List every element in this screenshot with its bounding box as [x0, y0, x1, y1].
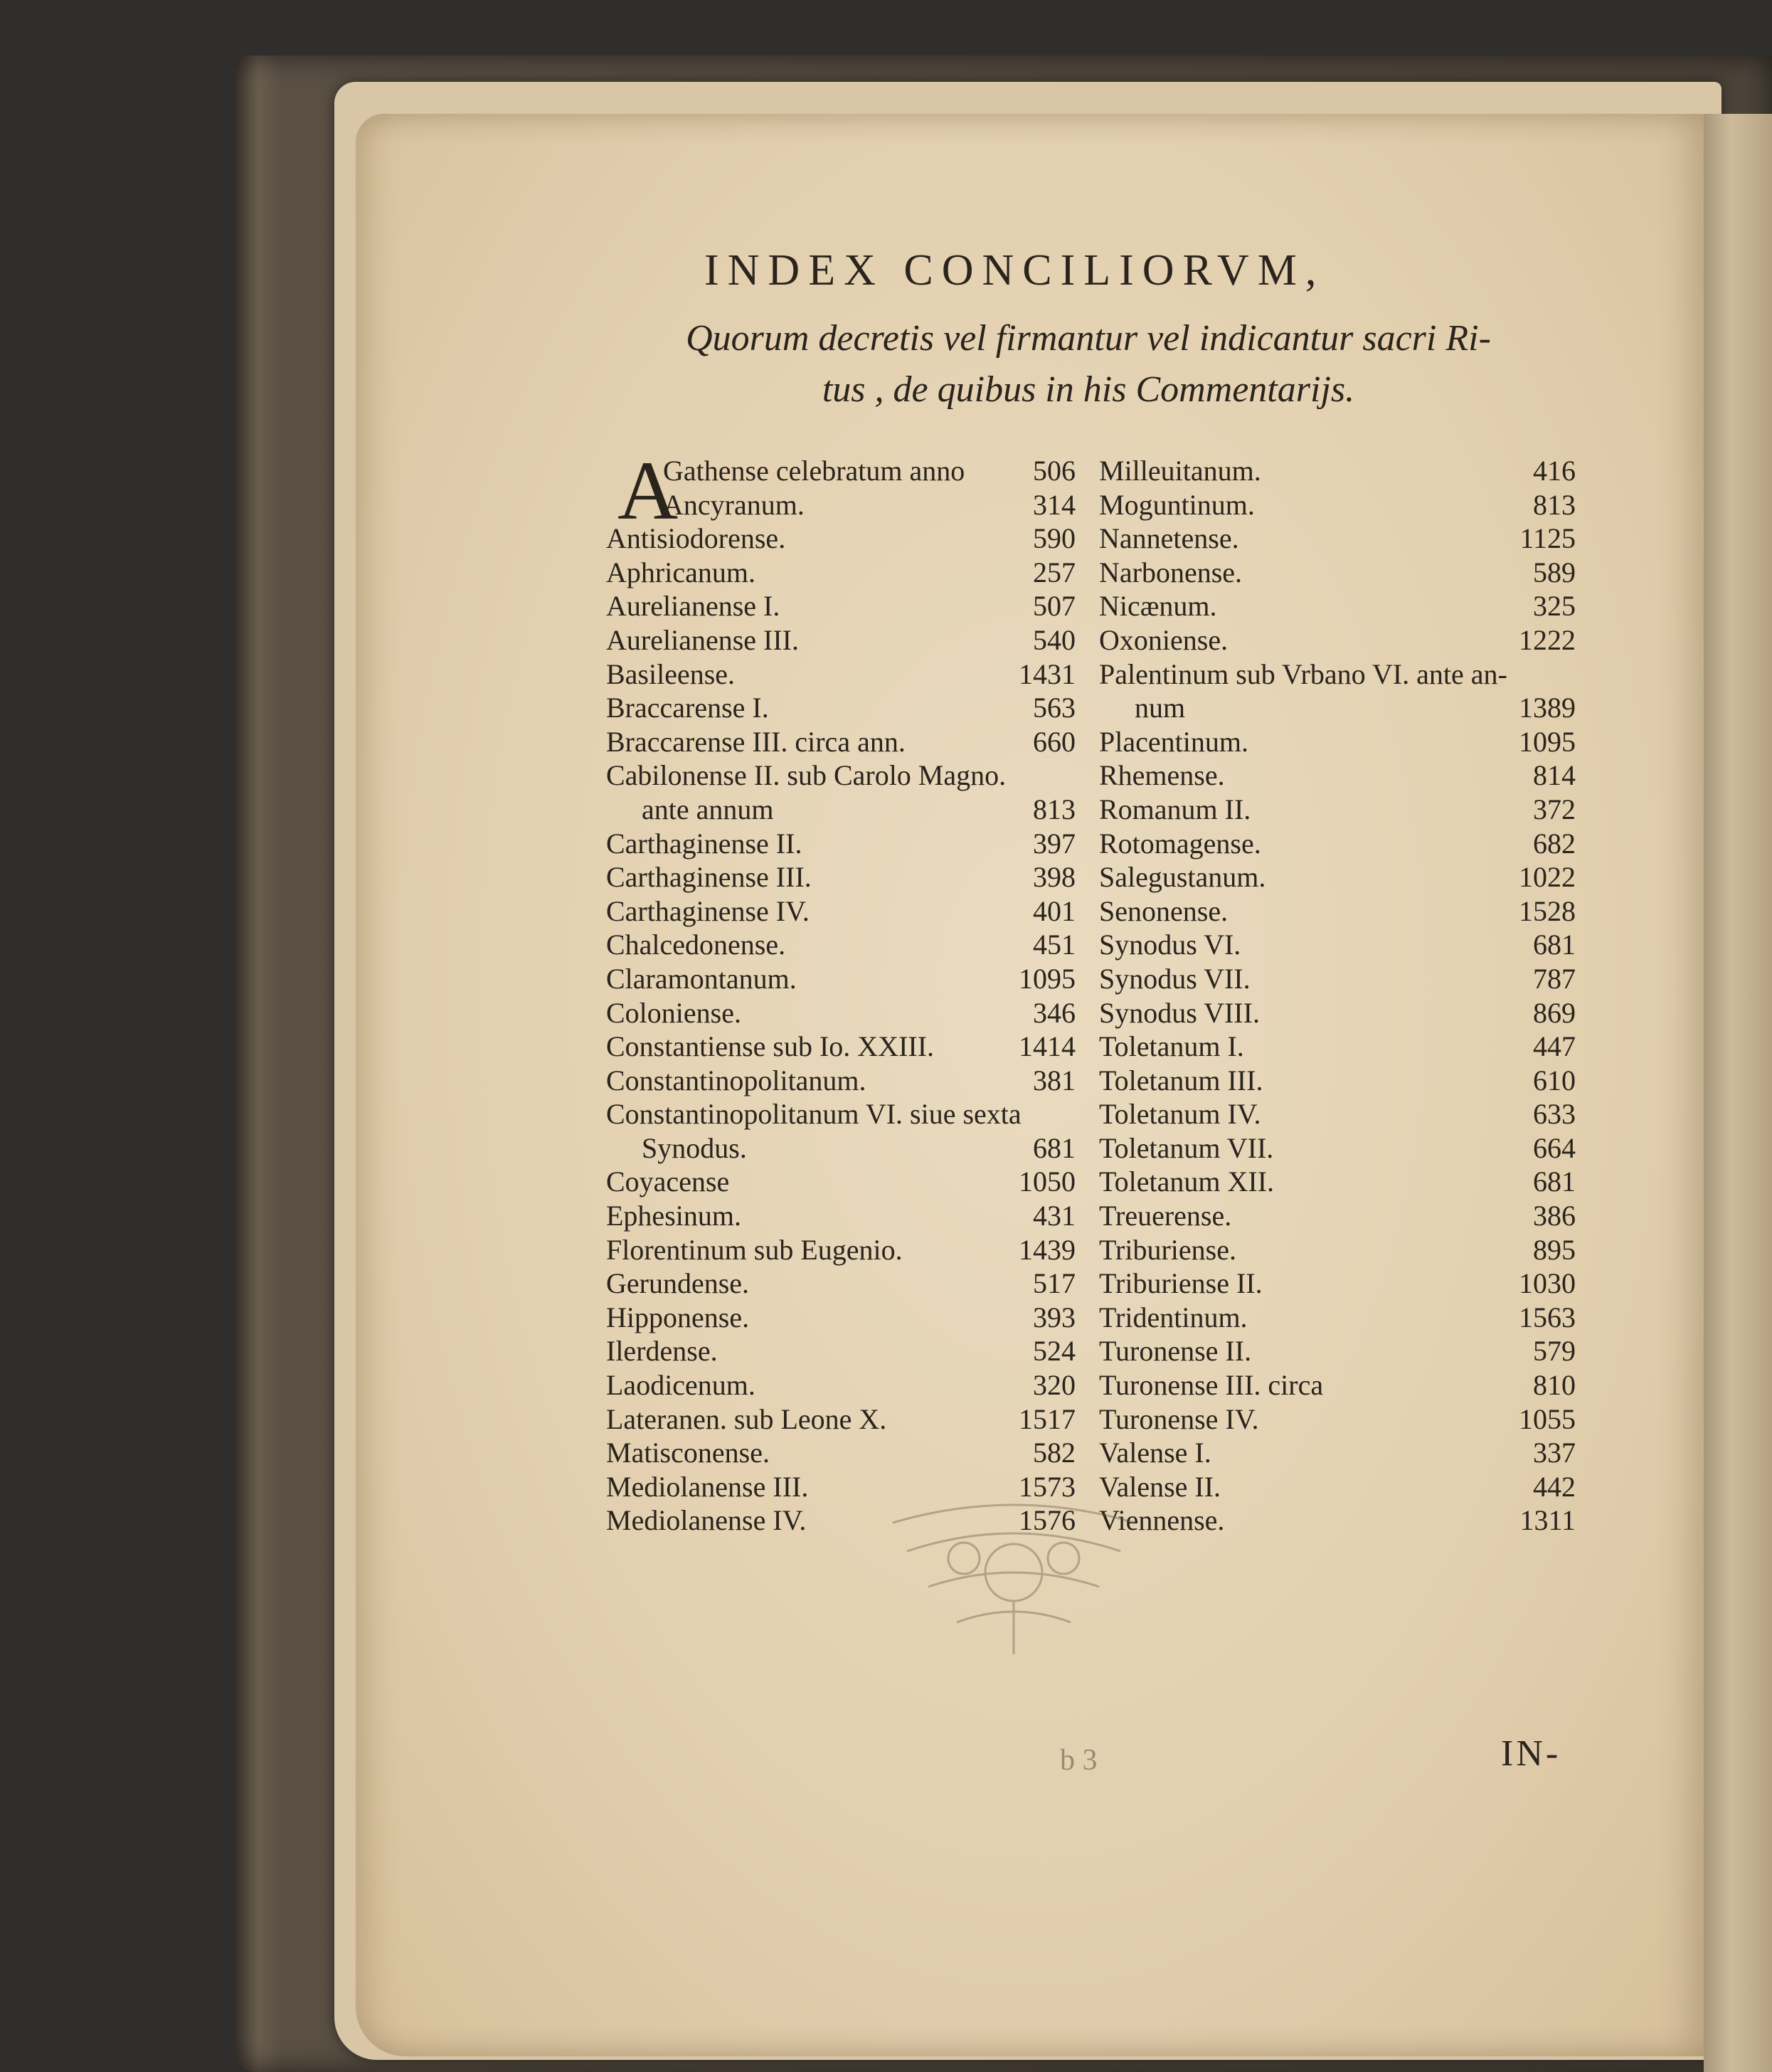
index-entry — [606, 1165, 1076, 1199]
council-name: Toletanum VII. — [1099, 1131, 1274, 1164]
page-number: 1050 — [1019, 1166, 1076, 1198]
index-entry — [606, 1301, 1076, 1335]
council-name: Rotomagense. — [1099, 827, 1261, 860]
council-name: Palentinum sub Vrbano VI. ante an- — [1099, 657, 1507, 690]
council-name: Coloniense. — [606, 996, 741, 1029]
council-name: Triburiense II. — [1099, 1267, 1263, 1300]
council-name: Braccarense I. — [606, 692, 769, 724]
council-name: Synodus VI. — [1099, 929, 1241, 961]
page-number: 814 — [1533, 759, 1576, 792]
index-entry — [1099, 657, 1576, 692]
index-entry — [1099, 522, 1576, 556]
council-name: Toletanum I. — [1099, 1030, 1244, 1063]
index-entry — [1099, 1436, 1576, 1470]
page-number: 681 — [1533, 1166, 1576, 1198]
council-name: Synodus VII. — [1099, 962, 1251, 995]
page-number: 398 — [1033, 861, 1076, 894]
index-entry — [606, 1030, 1076, 1064]
page-number: 787 — [1533, 962, 1576, 995]
index-entry — [1099, 860, 1576, 894]
index-entry — [606, 1402, 1076, 1437]
page-number: 314 — [1033, 488, 1076, 521]
right-index-column — [1099, 454, 1576, 1538]
page-number: 1222 — [1519, 623, 1576, 656]
index-entry — [606, 1334, 1076, 1368]
index-entry — [606, 1233, 1076, 1267]
page-number: 1517 — [1019, 1402, 1076, 1435]
council-name: Synodus. — [642, 1131, 747, 1164]
council-name: Chalcedonense. — [606, 929, 786, 961]
council-name: Moguntinum. — [1099, 488, 1255, 521]
index-entry — [1099, 1199, 1576, 1233]
index-entry — [1099, 691, 1576, 725]
page-title: INDEX CONCILIORVM, — [704, 246, 1325, 295]
page-number: 1095 — [1019, 962, 1076, 995]
catchword: IN- — [1501, 1733, 1561, 1774]
page-number: 1414 — [1019, 1030, 1076, 1063]
council-name: Gerundense. — [606, 1267, 750, 1300]
index-entry — [1099, 928, 1576, 962]
page-number: 1563 — [1519, 1301, 1576, 1333]
index-entry — [1099, 1402, 1576, 1437]
council-name: Nicænum. — [1099, 590, 1217, 623]
left-index-column — [606, 444, 1076, 1538]
council-name: Constantinopolitanum VI. siue sexta — [606, 1098, 1022, 1131]
index-entry — [606, 894, 1076, 929]
council-name: Aphricanum. — [606, 556, 755, 588]
index-entry — [1099, 1131, 1576, 1166]
index-entry — [606, 1368, 1076, 1402]
page-number: 397 — [1033, 827, 1076, 860]
page-number: 416 — [1533, 455, 1576, 487]
page-number: 1573 — [1019, 1470, 1076, 1503]
page-number: 610 — [1533, 1064, 1576, 1096]
index-entry — [1099, 1064, 1576, 1098]
council-name: Valense I. — [1099, 1437, 1211, 1469]
index-entry — [1099, 1301, 1576, 1335]
page-number: 813 — [1533, 488, 1576, 521]
page-number: 346 — [1033, 996, 1076, 1029]
page-number: 582 — [1033, 1437, 1076, 1469]
council-name: Toletanum III. — [1099, 1064, 1263, 1096]
council-name: Braccarense III. circa ann. — [606, 725, 906, 758]
index-entry — [1099, 1368, 1576, 1402]
page-number: 1022 — [1519, 861, 1576, 894]
council-name: Tridentinum. — [1099, 1301, 1248, 1333]
page-number: 447 — [1533, 1030, 1576, 1063]
index-entry — [606, 1097, 1076, 1131]
page-number: 507 — [1033, 590, 1076, 623]
council-name: Narbonense. — [1099, 556, 1243, 588]
page-number: 664 — [1533, 1131, 1576, 1164]
council-name: Florentinum sub Eugenio. — [606, 1233, 903, 1266]
page-number: 1431 — [1019, 657, 1076, 690]
council-name: Triburiense. — [1099, 1233, 1236, 1266]
page-number: 337 — [1533, 1437, 1576, 1469]
index-entry — [1099, 556, 1576, 590]
page-number: 1311 — [1519, 1504, 1576, 1537]
page-number: 1576 — [1019, 1504, 1076, 1537]
index-entry — [1099, 1233, 1576, 1267]
index-entry — [606, 962, 1076, 996]
page-number: 1439 — [1019, 1233, 1076, 1266]
council-name: Basileense. — [606, 657, 736, 690]
index-entry — [1099, 1470, 1576, 1504]
index-entry — [606, 1064, 1076, 1098]
page-number: 381 — [1033, 1064, 1076, 1096]
index-entry — [606, 657, 1076, 692]
page-number: 682 — [1533, 827, 1576, 860]
council-name: Rhemense. — [1099, 759, 1225, 792]
council-name: Claramontanum. — [606, 962, 797, 995]
council-name: Salegustanum. — [1099, 861, 1266, 894]
index-entry — [1099, 1334, 1576, 1368]
council-name: Carthaginense IV. — [606, 894, 810, 927]
council-name: Carthaginense II. — [606, 827, 802, 860]
index-entry — [606, 589, 1076, 623]
council-name: Carthaginense III. — [606, 861, 812, 894]
index-entry — [606, 522, 1076, 556]
council-name: Cabilonense II. sub Carolo Magno. — [606, 759, 1007, 792]
council-name: Lateranen. sub Leone X. — [606, 1402, 887, 1435]
page-number: 393 — [1033, 1301, 1076, 1333]
page-number: 257 — [1033, 556, 1076, 588]
tailpiece-ornament-icon — [879, 1494, 1149, 1658]
council-name: Aurelianense III. — [606, 623, 799, 656]
page-number: 401 — [1033, 894, 1076, 927]
council-name: Viennense. — [1099, 1504, 1225, 1537]
page-number: 506 — [1033, 455, 1076, 487]
index-entry — [606, 691, 1076, 725]
index-entry — [606, 556, 1076, 590]
page-number: 517 — [1033, 1267, 1076, 1300]
council-name: Laodicenum. — [606, 1369, 755, 1402]
council-name: Aurelianense I. — [606, 590, 780, 623]
page-number: 1030 — [1519, 1267, 1576, 1300]
index-entry — [1099, 725, 1576, 759]
page-number: 810 — [1533, 1369, 1576, 1402]
index-entry — [606, 827, 1076, 861]
index-entry — [606, 1436, 1076, 1470]
council-name: ante annum — [642, 793, 774, 825]
council-name: Hipponense. — [606, 1301, 750, 1333]
index-entry — [606, 860, 1076, 894]
page-number: 1095 — [1519, 725, 1576, 758]
index-entry — [1099, 589, 1576, 623]
page-number: 1055 — [1519, 1402, 1576, 1435]
council-name: Treuerense. — [1099, 1200, 1232, 1232]
council-name: Mediolanense III. — [606, 1470, 809, 1503]
index-entry — [1099, 1097, 1576, 1131]
page-number: 320 — [1033, 1369, 1076, 1402]
council-name: Constantiense sub Io. XXIII. — [606, 1030, 935, 1063]
index-entry — [606, 996, 1076, 1030]
signature-mark: b 3 — [1060, 1744, 1098, 1777]
page-number: 524 — [1033, 1335, 1076, 1368]
index-entry — [606, 1267, 1076, 1301]
page-number: 386 — [1533, 1200, 1576, 1232]
index-entry — [1099, 1030, 1576, 1064]
index-entry — [1099, 996, 1576, 1030]
index-entry — [1099, 1267, 1576, 1301]
council-name: Turonense II. — [1099, 1335, 1252, 1368]
page-number: 813 — [1033, 793, 1076, 825]
page-number: 869 — [1533, 996, 1576, 1029]
index-entry — [1099, 894, 1576, 929]
index-entry — [1099, 623, 1576, 657]
council-name: Milleuitanum. — [1099, 455, 1261, 487]
index-entry — [1099, 488, 1576, 522]
council-name: Valense II. — [1099, 1470, 1221, 1503]
index-entry — [1099, 454, 1576, 488]
subtitle-line-2: tus , de quibus in his Commentarijs. — [822, 369, 1355, 410]
index-entry — [1099, 1503, 1576, 1538]
index-entry — [606, 623, 1076, 657]
drop-cap: A — [617, 444, 679, 537]
page-number: 1528 — [1519, 894, 1576, 927]
page-number: 579 — [1533, 1335, 1576, 1368]
council-name: Constantinopolitanum. — [606, 1064, 866, 1096]
page-number: 372 — [1533, 793, 1576, 825]
council-name: Senonense. — [1099, 894, 1229, 927]
page-subtitle — [590, 313, 1586, 416]
council-name: Matisconense. — [606, 1437, 770, 1469]
council-name: Mediolanense IV. — [606, 1504, 807, 1537]
page-number: 1125 — [1519, 522, 1576, 555]
council-name: Synodus VIII. — [1099, 996, 1260, 1029]
page-number: 895 — [1533, 1233, 1576, 1266]
page-number: 540 — [1033, 623, 1076, 656]
index-entry — [606, 725, 1076, 759]
page-number: 442 — [1533, 1470, 1576, 1503]
index-entry — [1099, 1165, 1576, 1199]
index-entry — [1099, 793, 1576, 827]
council-name: Ancyranum. — [663, 488, 805, 521]
council-name: Gathense celebratum anno — [663, 455, 965, 487]
council-name: Toletanum XII. — [1099, 1166, 1275, 1198]
facing-page-edge — [1704, 114, 1772, 2072]
index-entry — [606, 758, 1076, 793]
page-number: 590 — [1033, 522, 1076, 555]
council-name: Coyacense — [606, 1166, 730, 1198]
page-number: 633 — [1533, 1098, 1576, 1131]
page-number: 563 — [1033, 692, 1076, 724]
council-name: Antisiodorense. — [606, 522, 786, 555]
page-number: 451 — [1033, 929, 1076, 961]
page-number: 589 — [1533, 556, 1576, 588]
page-number: 660 — [1033, 725, 1076, 758]
page-number: 431 — [1033, 1200, 1076, 1232]
council-name: Turonense III. circa — [1099, 1369, 1324, 1402]
council-name: Ilerdense. — [606, 1335, 718, 1368]
page-number: 325 — [1533, 590, 1576, 623]
index-entry — [1099, 758, 1576, 793]
council-name: Toletanum IV. — [1099, 1098, 1261, 1131]
council-name: Placentinum. — [1099, 725, 1248, 758]
index-entry — [606, 488, 1076, 522]
index-entry — [1099, 962, 1576, 996]
page-number: 1389 — [1519, 692, 1576, 724]
index-entry — [1099, 827, 1576, 861]
page-number: 681 — [1033, 1131, 1076, 1164]
page-number: 681 — [1533, 929, 1576, 961]
index-entry — [606, 454, 1076, 488]
subtitle-line-1: Quorum decretis vel firmantur vel indicantur sacri Ri- — [686, 318, 1491, 359]
council-name: num — [1135, 692, 1186, 724]
council-name: Romanum II. — [1099, 793, 1251, 825]
council-name: Nannetense. — [1099, 522, 1239, 555]
council-name: Ephesinum. — [606, 1200, 741, 1232]
council-name: Turonense IV. — [1099, 1402, 1259, 1435]
index-entry — [606, 793, 1076, 827]
index-entry — [606, 1199, 1076, 1233]
index-entry — [606, 928, 1076, 962]
index-entry — [606, 1131, 1076, 1166]
council-name: Oxoniense. — [1099, 623, 1229, 656]
